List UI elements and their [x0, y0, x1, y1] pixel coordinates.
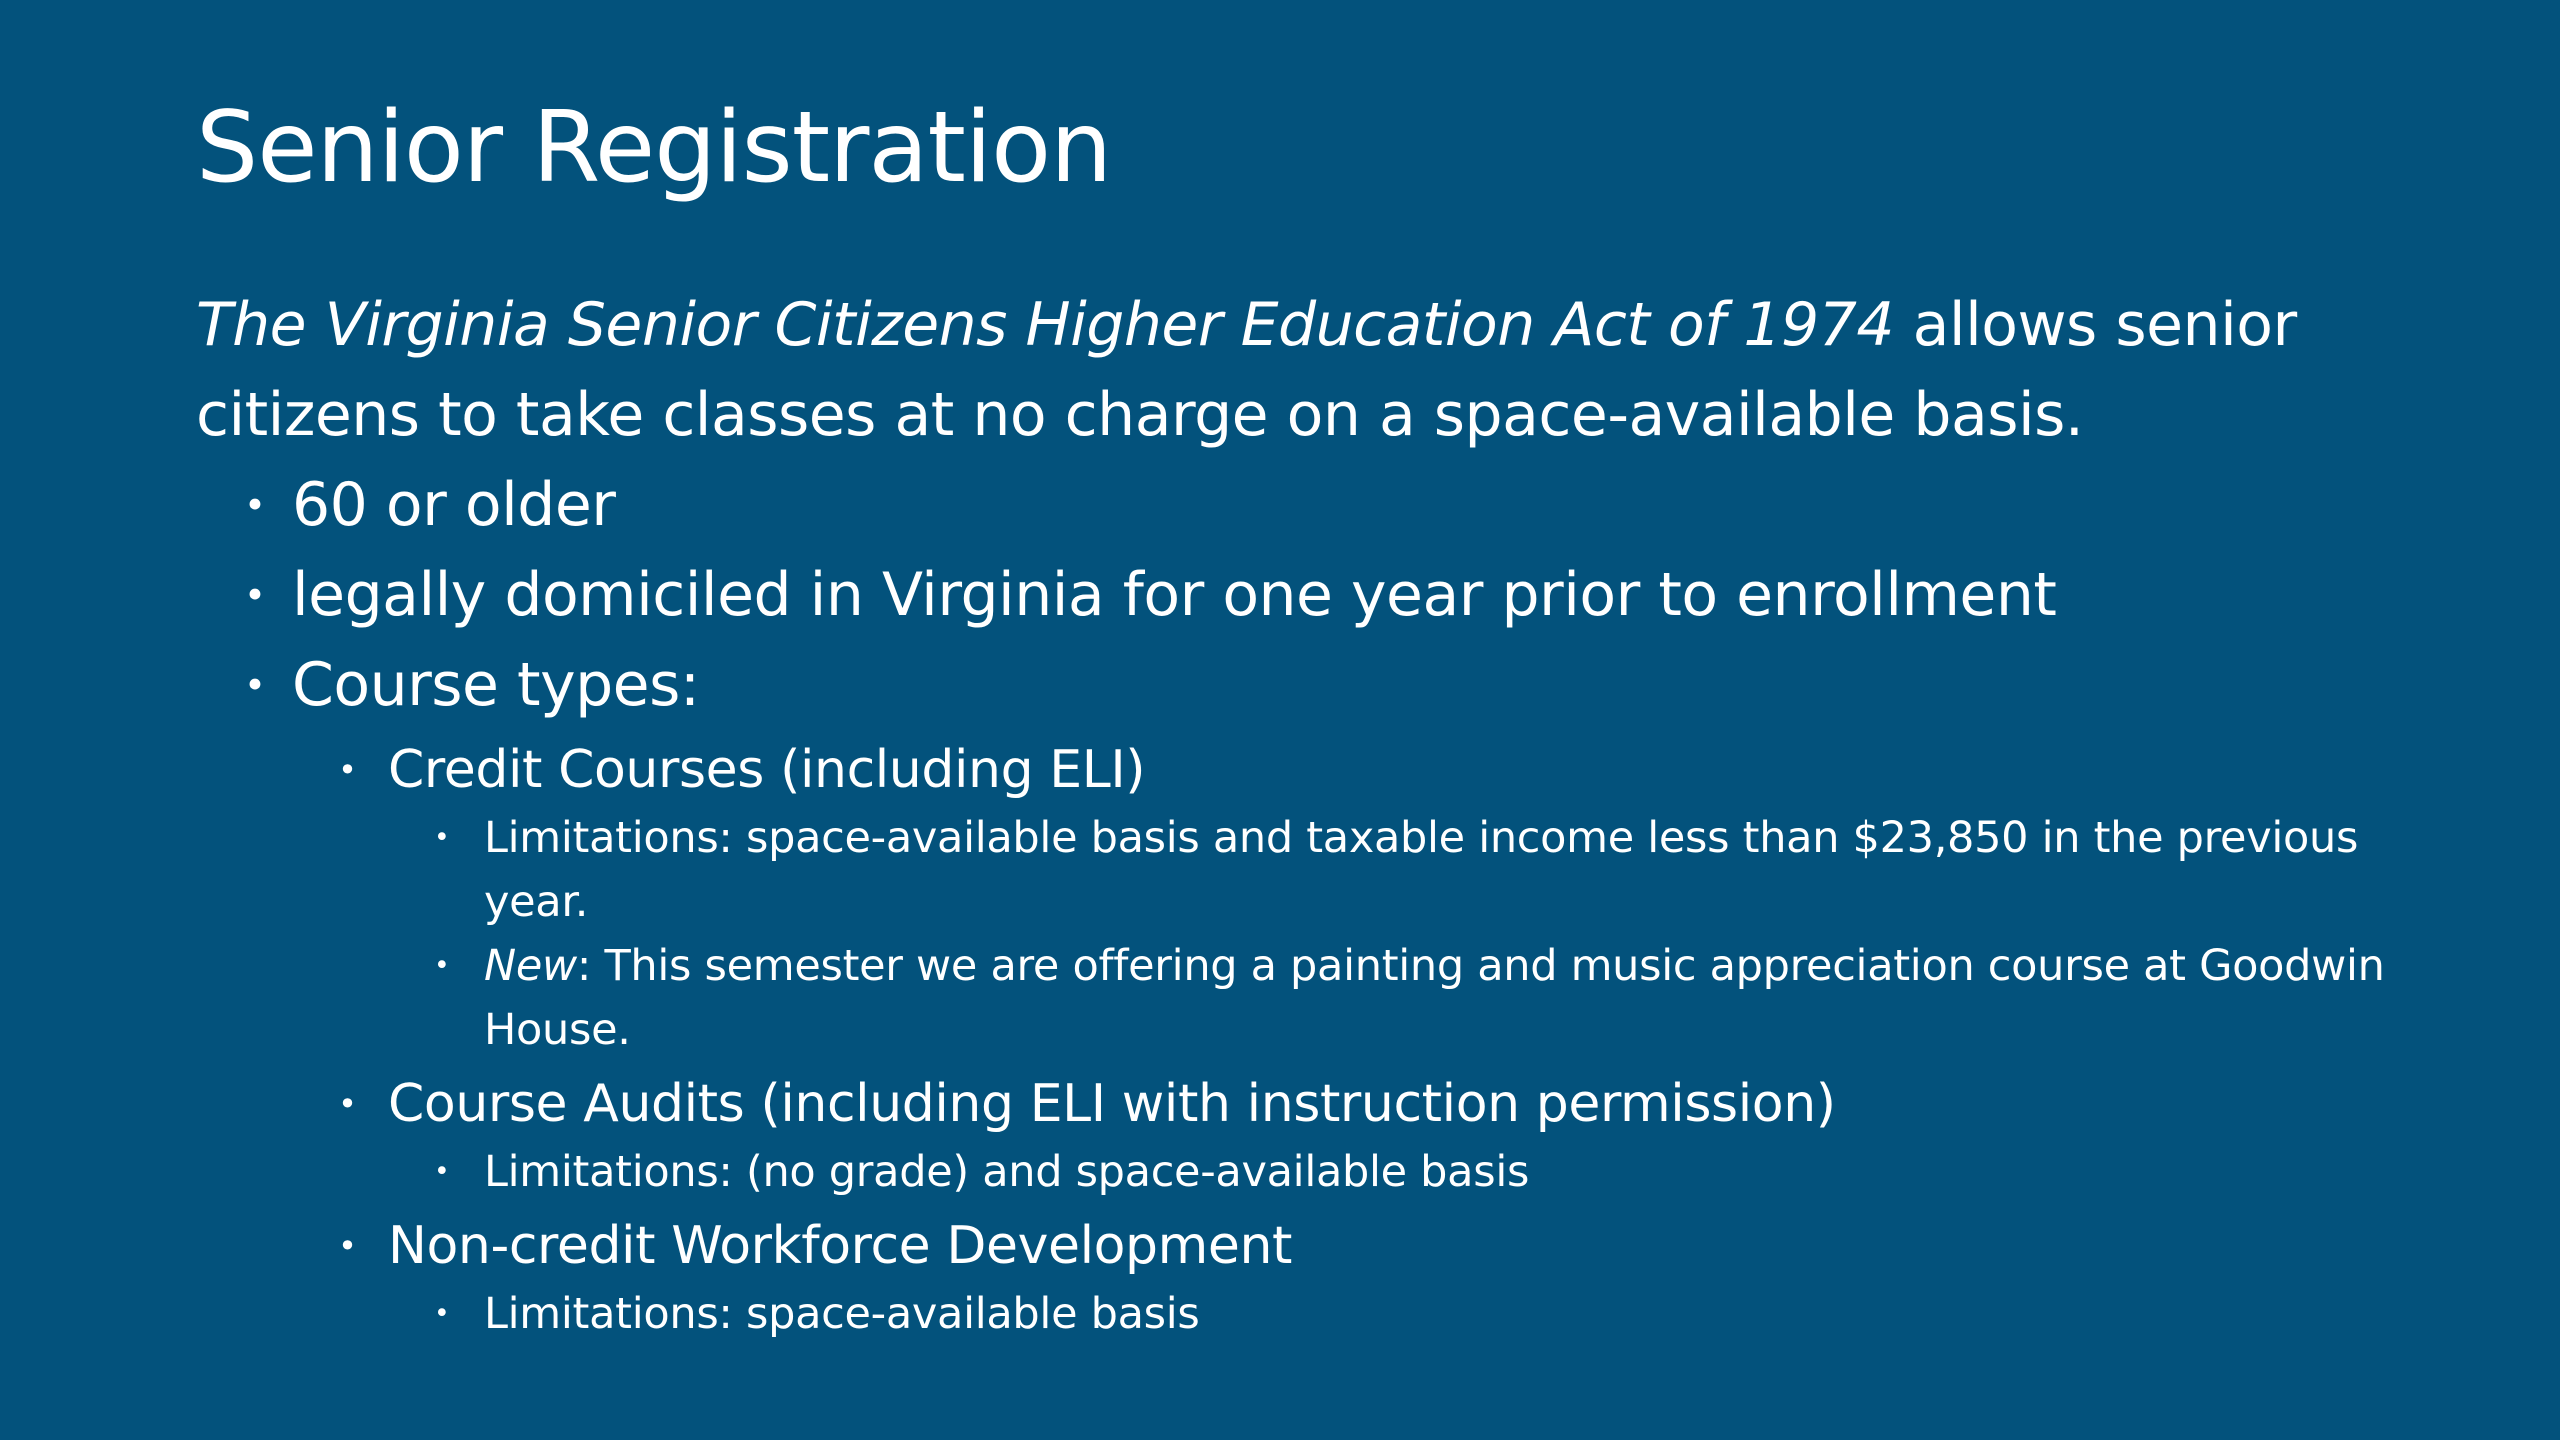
list-item-domicile: [196, 550, 2436, 640]
list-item-audit-limitations: [388, 1140, 2436, 1204]
eligibility-list: [196, 460, 2436, 1346]
list-item-credit-courses: [292, 730, 2436, 1062]
credit-limitations-text: Limitations: space-available basis and taxable income less than $23,850 in the previous year.: [484, 813, 2359, 927]
list-item-course-types: [196, 640, 2436, 1346]
list-item-age: [196, 460, 2436, 550]
bullet-icon: •: [244, 573, 266, 617]
bullet-icon: •: [434, 822, 450, 853]
bullet-icon: •: [338, 1085, 357, 1123]
noncredit-details: [388, 1282, 2436, 1346]
course-types-list: [292, 730, 2436, 1346]
bullet-icon: •: [244, 483, 266, 527]
slide-body: [196, 280, 2436, 1348]
slide-title: Senior Registration: [196, 91, 1112, 205]
bullet-icon: •: [244, 663, 266, 707]
audit-limitations-text: Limitations: (no grade) and space-available basis: [484, 1147, 1530, 1197]
bullet-icon: •: [434, 1156, 450, 1187]
noncredit-limitations-text: Limitations: space-available basis: [484, 1289, 1200, 1339]
credit-courses-details: [388, 806, 2436, 1062]
act-name: The Virginia Senior Citizens Higher Education Act of 1974: [196, 290, 1895, 360]
new-label: New: [484, 941, 577, 991]
list-item-credit-limitations: [388, 806, 2436, 934]
bullet-icon: •: [434, 1298, 450, 1329]
new-offering-text: : This semester we are offering a painting and music appreciation course at Goodwin House.: [484, 941, 2385, 1055]
intro-paragraph: [196, 280, 2436, 460]
course-audits-label: Course Audits (including ELI with instruction permission): [388, 1074, 1836, 1134]
intro-text: allows senior citizens to take classes at no charge on a space-available basis.: [196, 290, 2297, 450]
list-item-course-audits: [292, 1064, 2436, 1204]
list-item-noncredit-limitations: [388, 1282, 2436, 1346]
noncredit-label: Non-credit Workforce Development: [388, 1216, 1293, 1276]
domicile-requirement: legally domiciled in Virginia for one year prior to enrollment: [292, 560, 2057, 630]
age-requirement: 60 or older: [292, 470, 616, 540]
list-item-noncredit: [292, 1206, 2436, 1346]
course-audits-details: [388, 1140, 2436, 1204]
credit-courses-label: Credit Courses (including ELI): [388, 740, 1146, 800]
bullet-icon: •: [338, 751, 357, 789]
course-types-heading: Course types:: [292, 650, 700, 720]
bullet-icon: •: [434, 950, 450, 981]
list-item-credit-new: [388, 934, 2436, 1062]
bullet-icon: •: [338, 1227, 357, 1265]
